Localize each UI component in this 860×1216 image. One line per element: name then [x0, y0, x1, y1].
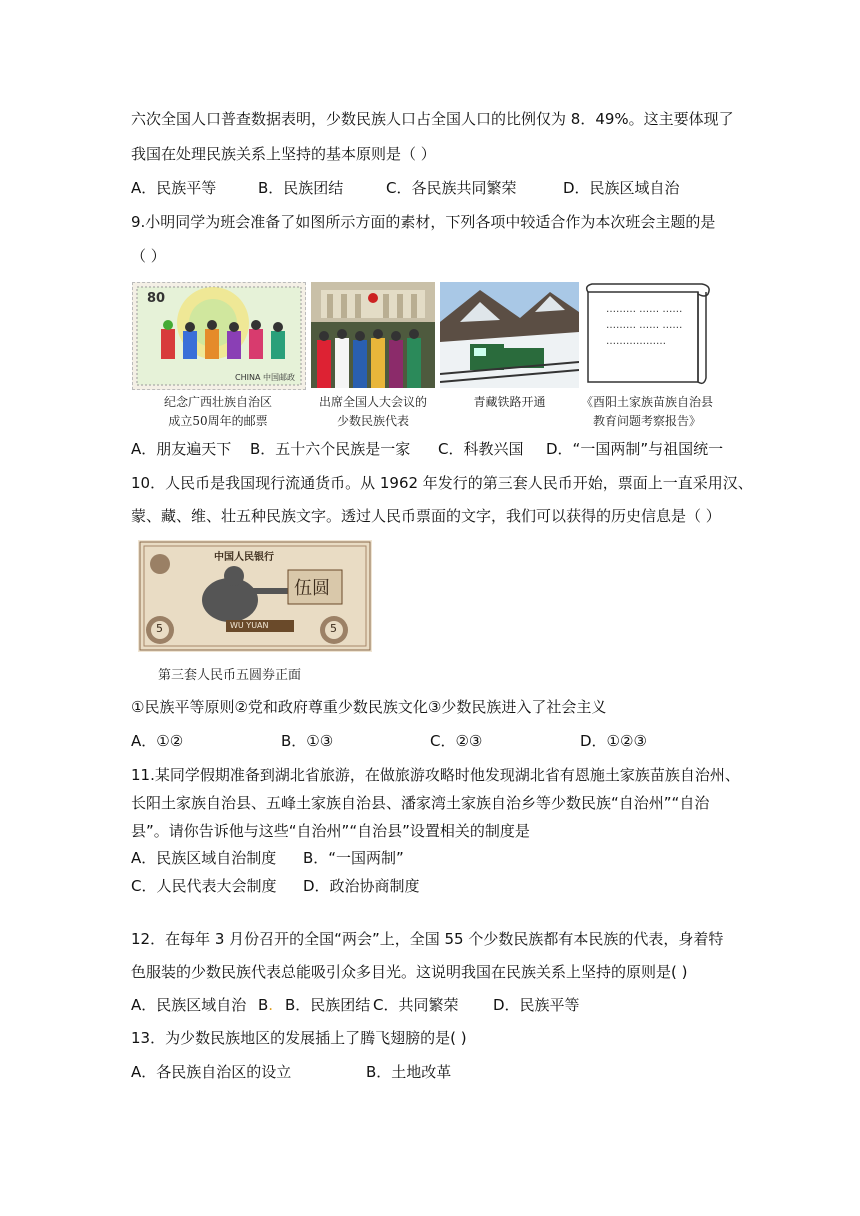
banknote-digit-right: 5	[330, 622, 337, 635]
q9-option-b: B．五十六个民族是一家	[250, 440, 411, 458]
q12-option-a: A．民族区域自治	[131, 996, 247, 1014]
q8-option-a: A．民族平等	[131, 179, 217, 197]
q11-option-c: C．人民代表大会制度	[131, 877, 277, 895]
q10-banknote-image	[138, 540, 372, 652]
q11-stem-line1: 11.某同学假期准备到湖北省旅游，在做旅游攻略时他发现湖北省有恩施土家族苗族自治州、	[131, 766, 740, 784]
q9-caption-2a: 出席全国人大会议的	[318, 395, 427, 409]
q9-option-c: C．科教兴国	[438, 440, 524, 458]
banknote-value-cn: 伍圆	[294, 578, 330, 599]
q9-caption-1b: 成立50周年的邮票	[168, 414, 268, 428]
svg-text:……… …… ……: ……… …… ……	[606, 320, 683, 331]
q11-stem-line3: 县”。请你告诉他与这些“自治州”“自治县”设置相关的制度是	[131, 822, 530, 840]
q9-delegates-image	[311, 282, 435, 388]
q9-caption-1a: 纪念广西壮族自治区	[163, 395, 272, 409]
stamp-country: CHINA 中国邮政	[235, 373, 295, 382]
q10-statements: ①民族平等原则②党和政府尊重少数民族文化③少数民族进入了社会主义	[131, 698, 607, 716]
q9-stem-line2: （ ）	[131, 247, 166, 265]
q9-stamp-image	[132, 282, 306, 390]
q9-caption-2b: 少数民族代表	[336, 414, 409, 428]
stamp-value: 80	[147, 291, 166, 306]
q9-option-d: D．“一国两制”与祖国统一	[546, 440, 724, 458]
banknote-digit-left: 5	[156, 622, 163, 635]
q13-option-b: B．土地改革	[366, 1063, 452, 1081]
q12-option-c: C．共同繁荣	[373, 996, 459, 1014]
q12-option-b-marker: B.	[258, 996, 274, 1014]
q9-report-scroll-image	[584, 282, 712, 388]
q10-option-c: C．②③	[430, 732, 483, 750]
q11-option-b: B．“一国两制”	[303, 849, 404, 867]
q11-option-a: A．民族区域自治制度	[131, 849, 277, 867]
q11-option-d: D．政治协商制度	[303, 877, 420, 895]
q8-option-c: C．各民族共同繁荣	[386, 179, 517, 197]
q13-stem: 13．为少数民族地区的发展插上了腾飞翅膀的是( )	[131, 1029, 467, 1047]
q8-option-d: D．民族区域自治	[563, 179, 680, 197]
q10-option-b: B．①③	[281, 732, 334, 750]
banknote-bank-name: 中国人民银行	[214, 552, 274, 563]
q9-caption-3a: 青藏铁路开通	[473, 395, 546, 409]
q8-option-b: B．民族团结	[258, 179, 344, 197]
q12-option-b: B．民族团结	[285, 996, 371, 1014]
q11-stem-line2: 长阳土家族自治县、五峰土家族自治县、潘家湾土家族自治乡等少数民族“自治州”“自治	[131, 794, 710, 812]
q9-stem-line1: 9.小明同学为班会准备了如图所示方面的素材，下列各项中较适合作为本次班会主题的是	[131, 213, 716, 231]
q9-caption-4a: 《酉阳土家族苗族自治县	[580, 395, 713, 409]
svg-text:……… …… ……: ……… …… ……	[606, 304, 683, 315]
q13-option-a: A．各民族自治区的设立	[131, 1063, 292, 1081]
q10-option-a: A．①②	[131, 732, 184, 750]
banknote-value-pinyin: WU YUAN	[230, 621, 269, 630]
q12-stem-line2: 色服装的少数民族代表总能吸引众多目光。这说明我国在民族关系上坚持的原则是( )	[131, 963, 688, 981]
q10-option-d: D．①②③	[580, 732, 647, 750]
q10-banknote-caption: 第三套人民币五圆券正面	[158, 668, 302, 683]
q12-stem-line1: 12．在每年 3 月份召开的全国“两会”上，全国 55 个少数民族都有本民族的代表，身着特	[131, 930, 724, 948]
q9-option-a: A．朋友遍天下	[131, 440, 232, 458]
q9-railway-image	[440, 282, 579, 388]
q12-option-d: D．民族平等	[493, 996, 580, 1014]
svg-text:………………: ………………	[606, 336, 666, 347]
q10-stem-line2: 蒙、藏、维、壮五种民族文字。透过人民币票面的文字，我们可以获得的历史信息是（ ）	[131, 507, 721, 525]
q9-caption-4b: 教育问题考察报告》	[592, 414, 701, 428]
q10-stem-line1: 10．人民币是我国现行流通货币。从 1962 年发行的第三套人民币开始，票面上一直采用汉、	[131, 474, 753, 492]
q8-stem-line1: 六次全国人口普查数据表明，少数民族人口占全国人口的比例仅为 8．49%。这主要体现了	[131, 110, 734, 128]
q8-stem-line2: 我国在处理民族关系上坚持的基本原则是（ ）	[131, 145, 436, 163]
